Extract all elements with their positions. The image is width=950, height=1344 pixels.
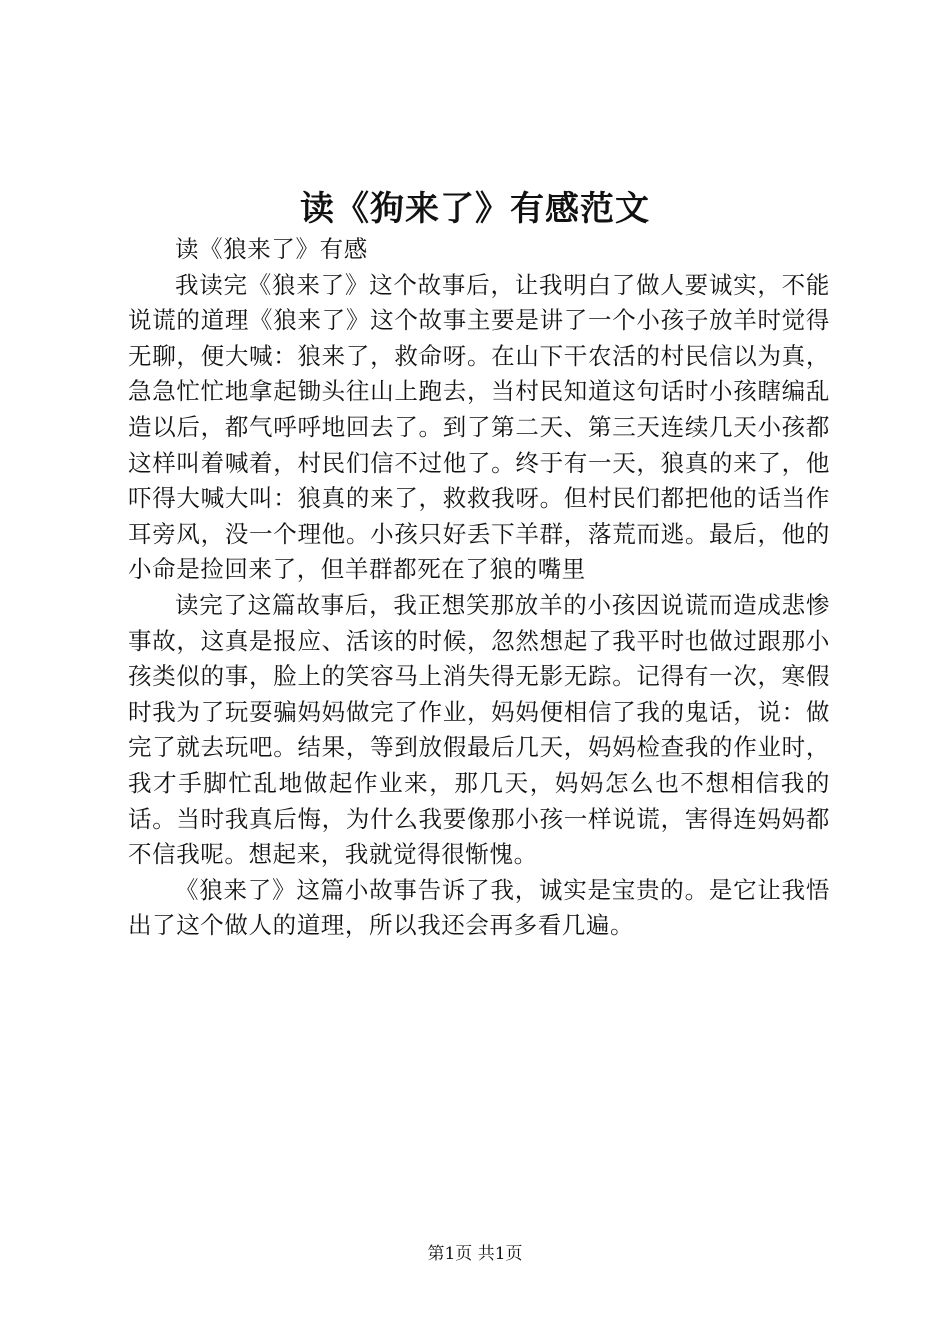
document-title: 读《狗来了》有感范文 (300, 189, 650, 229)
document-body (128, 232, 830, 944)
page-footer: 第1页 共1页 (427, 1244, 523, 1264)
subtitle-paragraph: 读《狼来了》有感 (175, 235, 368, 263)
body-paragraph: 我读完《狼来了》这个故事后，让我明白了做人要诚实，不能说谎的道理《狼来了》这个故事主要是讲了一个小孩子放羊时觉得无聊，便大喊：狼来了，救命呀。在山下干农活的村民信以为真，急急忙忙地拿起锄头往山上跑去，当村民知道这句话时小孩瞎编乱造以后，都气呼呼地回去了。到了第二天、第三天连续几天小孩都这样叫着喊着，村民们信不过他了。终于有一天，狼真的来了，他吓得大喊大叫：狼真的来了，救救我呀。但村民们都把他的话当作耳旁风，没一个理他。小孩只好丢下羊群，落荒而逃。最后，他的小命是捡回来了，但羊群都死在了狼的嘴里 (128, 270, 830, 584)
body-paragraph: 《狼来了》这篇小故事告诉了我，诚实是宝贵的。是它让我悟出了这个做人的道理，所以我还会再多看几遍。 (128, 875, 830, 940)
body-paragraph: 读完了这篇故事后，我正想笑那放羊的小孩因说谎而造成悲惨事故，这真是报应、活该的时候，忽然想起了我平时也做过跟那小孩类似的事，脸上的笑容马上消失得无影无踪。记得有一次，寒假时我为了玩耍骗妈妈做完了作业，妈妈便相信了我的鬼话，说：做完了就去玩吧。结果，等到放假最后几天，妈妈检查我的作业时，我才手脚忙乱地做起作业来，那几天，妈妈怎么也不想相信我的话。当时我真后悔，为什么我要像那小孩一样说谎，害得连妈妈都不信我呢。想起来，我就觉得很惭愧。 (128, 590, 830, 869)
